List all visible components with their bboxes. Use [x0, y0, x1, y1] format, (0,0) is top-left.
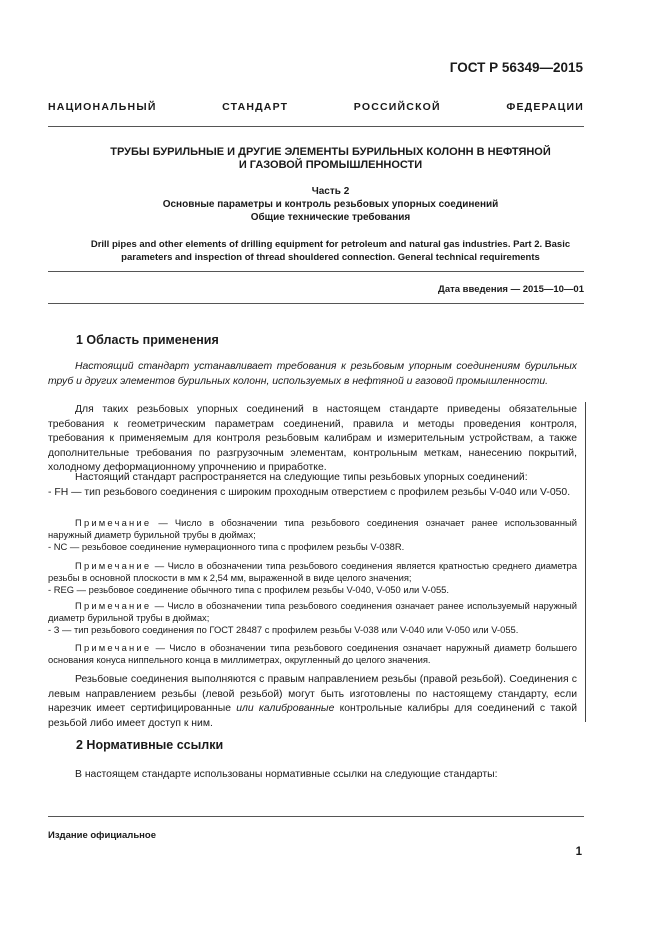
- introduction-date: Дата введения — 2015—10—01: [438, 284, 584, 295]
- connection-types-intro: Настоящий стандарт распространяется на следующие типы резьбовых упорных соединений:: [75, 472, 528, 483]
- footer-divider: [48, 816, 584, 817]
- page-number: 1: [575, 846, 582, 858]
- document-title-ru: ТРУБЫ БУРИЛЬНЫЕ И ДРУГИЕ ЭЛЕМЕНТЫ БУРИЛЬНЫХ КОЛОНН В НЕФТЯНОЙ И ГАЗОВОЙ ПРОМЫШЛЕННОСТИ: [110, 146, 551, 171]
- thread-direction-paragraph: Резьбовые соединения выполняются с правым направлением резьбы (правой резьбой). Соединения с левым направлением резьбы (левой резьбой) могут быть изготовлены по настоящему стандарту, если нарезчик имеет сертифицированные или калиброванные контрольные калибры для соединений с такой резьбой либо имеет доступ к ним.: [48, 674, 578, 729]
- national-standard-banner: НАЦИОНАЛЬНЫЙ СТАНДАРТ РОССИЙСКОЙ ФЕДЕРАЦИИ: [48, 101, 584, 113]
- document-title-en: Drill pipes and other elements of drilling equipment for petroleum and natural gas industries. Part 2. Basic parameters and inspection of thread shouldered connection. General technical requirements: [90, 239, 571, 263]
- normative-references-paragraph: В настоящем стандарте использованы нормативные ссылки на следующие стандарты:: [75, 769, 498, 780]
- change-bar: [585, 402, 586, 722]
- type-nc: - NC — резьбовое соединение нумерационного типа с профилем резьбы V-038R.: [48, 541, 405, 552]
- type-fh: - FH — тип резьбового соединения с широким проходным отверстием с профилем резьбы V-040 или V-050.: [48, 487, 571, 498]
- type-reg: - REG — резьбовое соединение обычного типа с профилем резьбы V-040, V-050 или V-055.: [48, 584, 449, 595]
- header-divider: [48, 126, 584, 127]
- part-title: Основные параметры и контроль резьбовых упорных соединений: [162, 199, 499, 210]
- section-2-heading: 2 Нормативные ссылки: [76, 738, 224, 752]
- standard-number: ГОСТ Р 56349—2015: [449, 60, 583, 75]
- part-subtitle: Общие технические требования: [250, 212, 411, 223]
- section-1-heading: 1 Область применения: [76, 333, 219, 347]
- part-block: [48, 185, 613, 224]
- note-4: Примечание — Число в обозначении типа резьбового соединения означает наружный диаметр большего основания конуса ниппельного конца в миллиметрах, округленный до целого значения.: [48, 642, 577, 665]
- part-number: Часть 2: [311, 186, 350, 197]
- note-1: Примечание — Число в обозначении типа резьбового соединения означает ранее использованный наружный диаметр бурильной трубы в дюймах;: [48, 517, 577, 540]
- edition-label: Издание официальное: [48, 830, 156, 841]
- requirements-paragraph: Для таких резьбовых упорных соединений в настоящем стандарте приведены обязательные требования к геометрическим параметрам соединений, правила и методы проведения контроля, требования к применяемым для контроля резьбовым калибрам и измерительным устройствам, а также дополнительные требования по разгрузочным элементам, контрольным меткам, нанесению покрытий, холодному деформационному упрочнению и приработке.: [48, 404, 577, 474]
- date-divider: [48, 303, 584, 304]
- type-z: - З — тип резьбового соединения по ГОСТ 28487 с профилем резьбы V-038 или V-040 или V-050 или V-055.: [48, 624, 519, 635]
- title-divider: [48, 271, 584, 272]
- note-3: Примечание — Число в обозначении типа резьбового соединения означает ранее используемый наружный диаметр бурильной трубы в дюймах;: [48, 600, 577, 623]
- note-2: Примечание — Число в обозначении типа резьбового соединения является кратностью среднего диаметра резьбы в основной плоскости в мм к 2,54 мм, выраженной в виде целого значения;: [48, 560, 577, 583]
- scope-paragraph: Настоящий стандарт устанавливает требования к резьбовым упорным соединениям бурильных труб и других элементов бурильных колонн, используемых в нефтяной и газовой промышленности.: [48, 361, 577, 387]
